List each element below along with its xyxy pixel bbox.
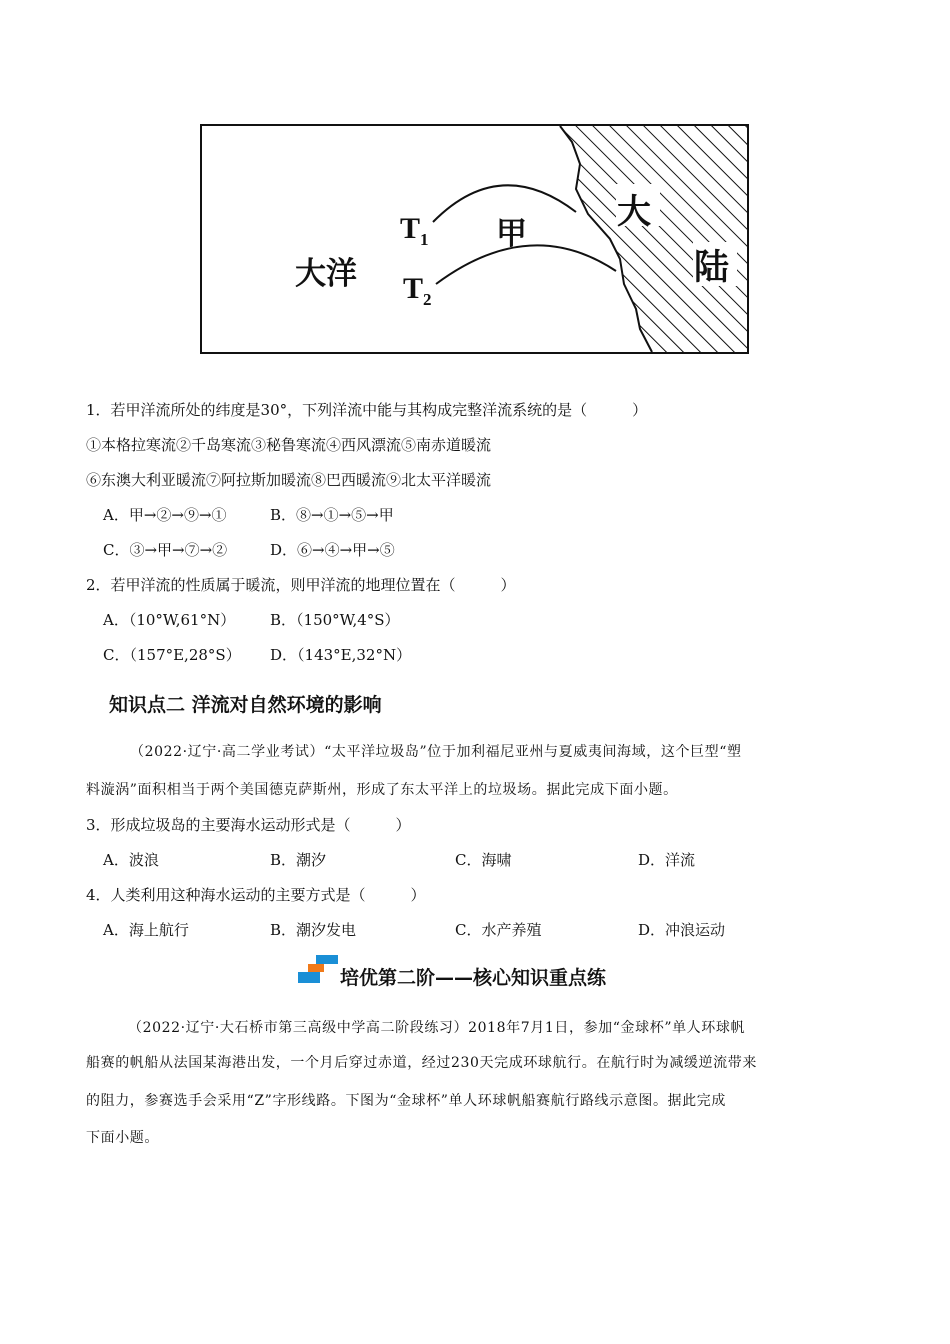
- continent-label-lu: 陆: [694, 248, 730, 288]
- q4-stem: 4．人类利用这种海水运动的主要方式是（ ）: [86, 886, 426, 904]
- q3-option-a: A．波浪: [103, 851, 159, 869]
- q1-list-line1: ①本格拉寒流②千岛寒流③秘鲁寒流④西风漂流⑤南赤道暖流: [86, 436, 492, 454]
- isotherm-t2-label: $T_2$: [403, 272, 432, 309]
- q3-option-c: C．海啸: [455, 851, 512, 869]
- q1-stem: 1．若甲洋流所处的纬度是30°，下列洋流中能与其构成完整洋流系统的是（ ）: [86, 401, 648, 419]
- section-heading-knowledge-point-2: 知识点二 洋流对自然环境的影响: [109, 694, 382, 716]
- q2-option-b: B．（150°W,4°S）: [270, 611, 400, 629]
- ocean-current-map: [200, 124, 749, 354]
- continent-label-da: 大: [617, 192, 651, 232]
- q3-option-b: B．潮汐: [270, 851, 327, 869]
- isotherm-t1-label: $T_1$: [400, 212, 429, 249]
- map-svg: [200, 124, 749, 354]
- passage2-line4: 下面小题。: [86, 1130, 159, 1146]
- q2-option-d: D．（143°E,32°N）: [270, 646, 412, 664]
- section-heading-advanced: 培优第二阶——核心知识重点练: [340, 967, 607, 989]
- q1-option-c: C．③→甲→⑦→②: [103, 541, 228, 559]
- passage2-line2: 船赛的帆船从法国某海港出发，一个月后穿过赤道，经过230天完成环球航行。在航行时为减缓逆流带来: [86, 1055, 757, 1071]
- q4-option-c: C．水产养殖: [455, 921, 542, 939]
- q4-option-d: D．冲浪运动: [638, 921, 726, 939]
- q3-stem: 3．形成垃圾岛的主要海水运动形式是（ ）: [86, 816, 411, 834]
- section-blocks-icon: [298, 955, 338, 985]
- q1-option-d: D．⑥→④→甲→⑤: [270, 541, 395, 559]
- passage2-line3: 的阻力，参赛选手会采用“Z”字形线路。下图为“金球杯”单人环球帆船赛航行路线示意图。据此完成: [86, 1093, 726, 1109]
- q2-option-c: C．（157°E,28°S）: [103, 646, 241, 664]
- q1-option-a: A．甲→②→⑨→①: [103, 506, 227, 524]
- q2-option-a: A．（10°W,61°N）: [103, 611, 236, 629]
- q1-option-b: B．⑧→①→⑤→甲: [270, 506, 394, 524]
- q3-option-d: D．洋流: [638, 851, 696, 869]
- q1-list-line2: ⑥东澳大利亚暖流⑦阿拉斯加暖流⑧巴西暖流⑨北太平洋暖流: [86, 471, 492, 489]
- passage1-line2: 料漩涡”面积相当于两个美国德克萨斯州，形成了东太平洋上的垃圾场。据此完成下面小题。: [86, 782, 678, 798]
- q2-stem: 2．若甲洋流的性质属于暖流，则甲洋流的地理位置在（ ）: [86, 576, 516, 594]
- ocean-label: 大洋: [295, 256, 357, 292]
- passage1-line1: （2022·辽宁·高二学业考试）“太平洋垃圾岛”位于加利福尼亚州与夏威夷间海域，这个巨型“塑: [130, 744, 742, 760]
- passage2-line1: （2022·辽宁·大石桥市第三高级中学高二阶段练习）2018年7月1日，参加“金球杯”单人环球帆: [128, 1020, 746, 1036]
- q4-option-a: A．海上航行: [103, 921, 189, 939]
- current-label: 甲: [496, 216, 527, 252]
- q4-option-b: B．潮汐发电: [270, 921, 357, 939]
